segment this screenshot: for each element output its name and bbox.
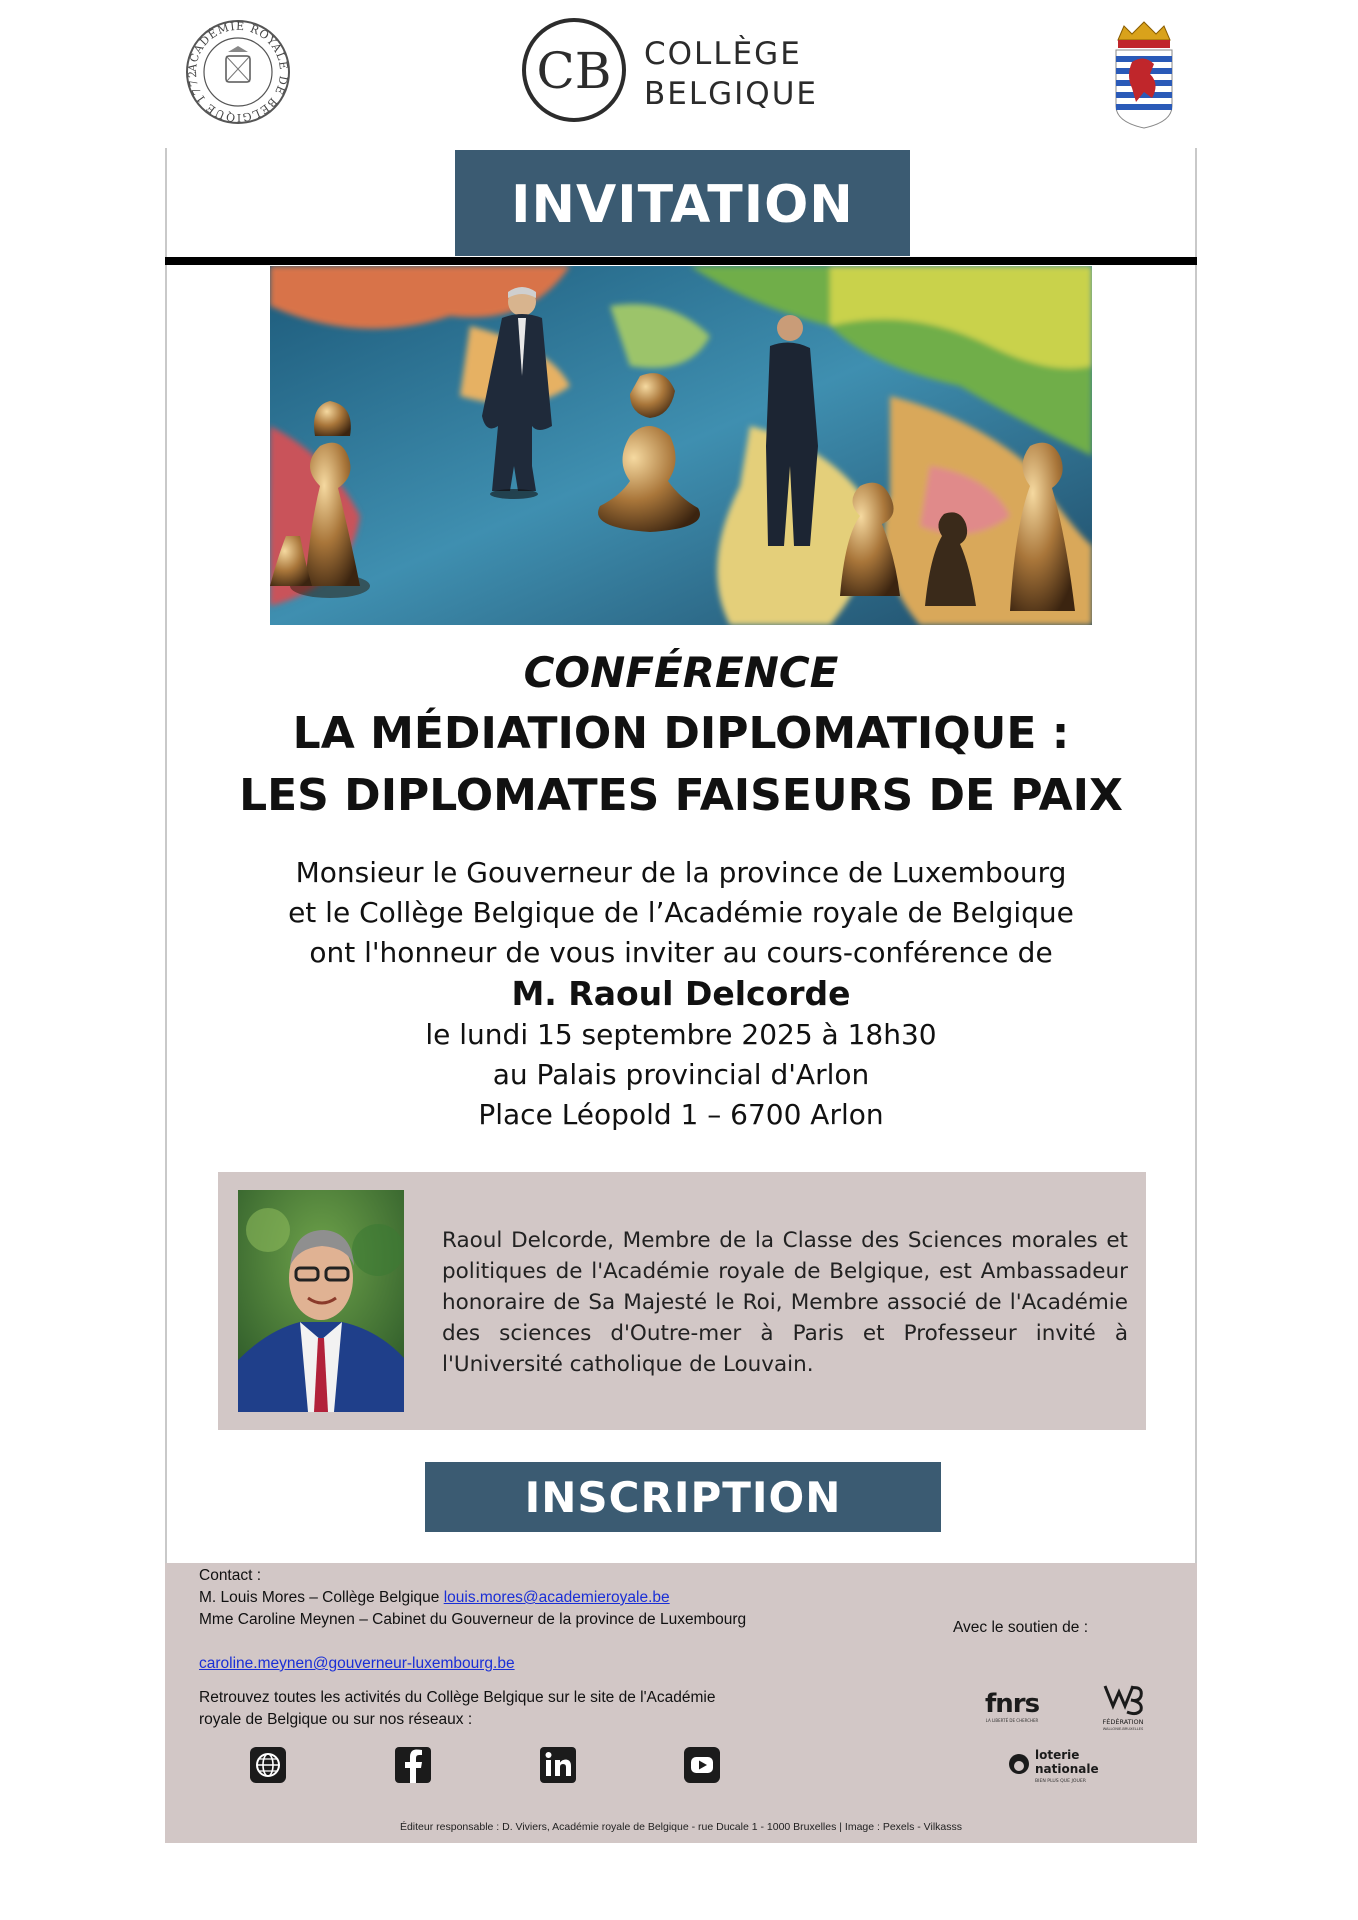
fnrs-logo xyxy=(980,1686,1044,1726)
svg-text:ACADÉMIE ROYALE DE BELGIQUE 17: ACADÉMIE ROYALE DE BELGIQUE 1772 xyxy=(185,19,291,125)
college-name-line2: BELGIQUE xyxy=(644,76,818,112)
speaker-portrait xyxy=(238,1190,404,1412)
youtube-icon[interactable] xyxy=(682,1745,722,1785)
invitation-line2: et le Collège Belgique de l’Académie royale de Belgique xyxy=(288,896,1074,929)
caroline-meynen-email-link[interactable]: caroline.meynen@gouverneur-luxembourg.be xyxy=(199,1655,515,1672)
editor-responsible-note: Éditeur responsable : D. Viviers, Académie royale de Belgique - rue Ducale 1 - 1000 Bruxelles | Image : Pexels - Vilkasss xyxy=(399,1821,963,1833)
contact-louis-mores: M. Louis Mores – Collège Belgique louis.mores@academieroyale.be xyxy=(199,1589,670,1606)
college-belgique-logo xyxy=(522,18,852,130)
college-name-line1: COLLÈGE xyxy=(644,36,802,72)
loterie-nationale-logo xyxy=(1005,1744,1125,1788)
luxembourg-coat-of-arms xyxy=(1110,18,1178,130)
svg-text:loterie: loterie xyxy=(1035,1748,1080,1762)
svg-text:fnrs: fnrs xyxy=(984,1689,1040,1719)
invitation-line1: Monsieur le Gouverneur de la province de Luxembourg xyxy=(295,856,1067,889)
facebook-icon[interactable] xyxy=(393,1745,433,1785)
svg-text:CB: CB xyxy=(536,42,612,100)
event-address: Place Léopold 1 – 6700 Arlon xyxy=(478,1098,884,1131)
federation-wallonie-bruxelles-logo xyxy=(1095,1680,1151,1732)
hero-image-chess-diplomats xyxy=(270,266,1092,625)
svg-text:FÉDÉRATION: FÉDÉRATION xyxy=(1102,1718,1144,1726)
title-line1: LA MÉDIATION DIPLOMATIQUE : xyxy=(292,708,1070,759)
svg-text:BIEN PLUS QUE JOUER: BIEN PLUS QUE JOUER xyxy=(1035,1779,1086,1784)
support-label: Avec le soutien de : xyxy=(953,1619,1088,1636)
event-date: le lundi 15 septembre 2025 à 18h30 xyxy=(425,1018,937,1051)
invitation-banner: INVITATION xyxy=(455,150,910,256)
invitation-line3: ont l'honneur de vous inviter au cours-conférence de xyxy=(309,936,1053,969)
header-rule xyxy=(165,257,1197,265)
event-venue: au Palais provincial d'Arlon xyxy=(492,1058,870,1091)
svg-text:nationale: nationale xyxy=(1035,1762,1099,1776)
speaker-bio: Raoul Delcorde, Membre de la Classe des Sciences morales et politiques de l'Académie royale de Belgique, est Ambassadeur honoraire de Sa Majesté le Roi, Membre associé de l'Académie des sciences d'Outre-mer à Paris et Professeur invité à l'Université catholique de Louvain. xyxy=(442,1228,1128,1377)
conference-kicker: CONFÉRENCE xyxy=(523,648,839,697)
inscription-button[interactable]: INSCRIPTION xyxy=(425,1462,941,1532)
linkedin-icon[interactable] xyxy=(538,1745,578,1785)
social-intro: Retrouvez toutes les activités du Collège Belgique sur le site de l'Académie royale de Belgique ou sur nos réseaux : xyxy=(199,1689,716,1728)
title-line2: LES DIPLOMATES FAISEURS DE PAIX xyxy=(239,770,1123,821)
svg-text:WALLONIE-BRUXELLES: WALLONIE-BRUXELLES xyxy=(1102,1727,1144,1731)
svg-text:LA LIBERTÉ DE CHERCHER: LA LIBERTÉ DE CHERCHER xyxy=(985,1718,1039,1723)
globe-icon[interactable] xyxy=(248,1745,288,1785)
academie-royale-seal xyxy=(184,18,292,126)
cb-monogram xyxy=(522,18,626,122)
contact-heading: Contact : xyxy=(199,1567,262,1584)
speaker-name: M. Raoul Delcorde xyxy=(511,974,851,1013)
louis-mores-email-link[interactable]: louis.mores@academieroyale.be xyxy=(443,1589,670,1606)
contact-caroline-meynen: Mme Caroline Meynen – Cabinet du Gouverneur de la province de Luxembourg xyxy=(199,1611,747,1628)
